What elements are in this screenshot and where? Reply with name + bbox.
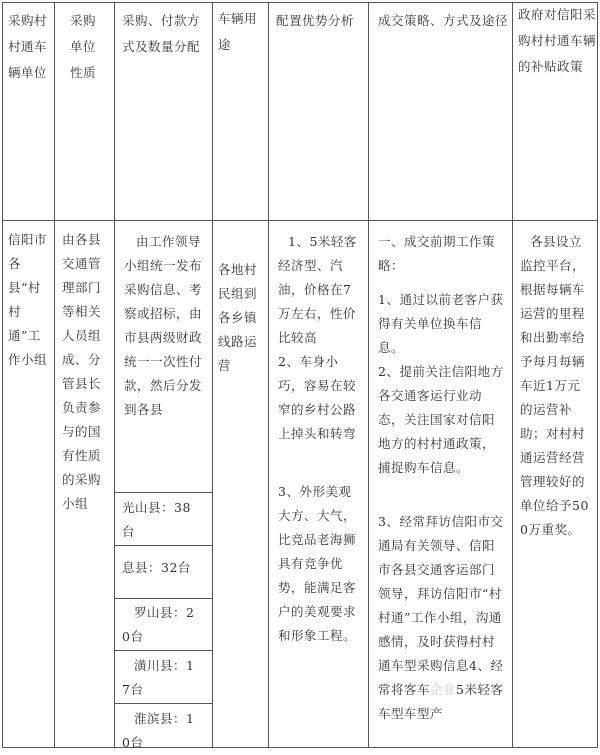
col-divider-5 <box>368 2 369 748</box>
table-border-left <box>2 2 3 748</box>
header-advantages: 配置优势分析 <box>276 13 355 28</box>
cell-procurement: 由工作领导小组统一发布采购信息、考察或招标，由市县两级财政统一一次性付款，然后分发到各县 <box>124 234 203 417</box>
cell-usage: 各地村民组到各乡镇线路运营 <box>218 262 258 373</box>
alloc-huaibin: 淮滨县：10台 <box>122 711 195 750</box>
header-usage: 车辆用途 <box>218 11 258 52</box>
table-border-bottom <box>2 747 598 748</box>
alloc-divider-1 <box>114 492 212 493</box>
alloc-luoshan: 罗山县：20台 <box>122 605 195 644</box>
alloc-divider-2 <box>114 545 212 546</box>
col-divider-1 <box>54 2 55 748</box>
watermark-text: 企业 <box>430 682 457 697</box>
advantage-2: 2、车身小巧，容易在较窄的乡村公路上掉头和转弯 <box>278 354 357 441</box>
header-unit: 采购村村通车辆单位 <box>8 13 48 80</box>
advantage-3: 3、外形美观大方、大气，比竞品老海狮具有竞争优势，能满足客户的美观要求和形象工程。 <box>278 484 357 643</box>
strategy-3-tail: 5米轻客车型车型产 <box>378 682 504 721</box>
alloc-divider-5 <box>114 703 212 704</box>
col-divider-3 <box>212 2 213 748</box>
header-strategy: 成交策略、方式及途径 <box>378 13 509 28</box>
strategy-3-text: 3、经常拜访信阳市交通局有关领导、信阳市各县交通客运部门领导，拜访信阳市“村村通”工作小组，沟通感情，及时获得村村通车型采购信息4、经常将客车 <box>378 514 504 697</box>
col-divider-2 <box>114 2 115 748</box>
alloc-divider-3 <box>114 598 212 599</box>
col-divider-6 <box>512 2 513 748</box>
table-border-top <box>2 2 598 3</box>
cell-nature: 由各县交通管理部门等相关人员组成、分管县长负责参与的国有性质的采购小组 <box>62 232 102 511</box>
alloc-xixian: 息县：32台 <box>122 560 191 575</box>
strategy-3 <box>378 510 506 726</box>
alloc-guangshan: 光山县：38台 <box>122 500 191 539</box>
alloc-huangchuan: 潢川县：17台 <box>122 658 195 697</box>
alloc-divider-4 <box>114 650 212 651</box>
header-procurement: 采购、付款方式及数量分配 <box>122 13 201 54</box>
table-border-right <box>597 2 598 748</box>
cell-subsidy: 各县设立监控平台，根据每辆车运营的里程和出勤率给予每月每辆车近1万元的运营补助；对村村通运营经营管理较好的单位给予500万重奖。 <box>520 234 589 537</box>
advantage-1: 1、5米轻客经济型、汽油，价格在7万左右，性价比较高 <box>278 234 357 345</box>
header-nature: 采购单位性质 <box>69 13 96 80</box>
cell-unit: 信阳市各县“村村通”工作小组 <box>8 232 48 367</box>
strategy-2: 2、提前关注信阳地方各交通客运行业动态，关注国家对信阳地方的村村通政策，捕捉购车信息。 <box>378 364 504 475</box>
header-subsidy: 政府对信阳采购村村通车辆的补贴政策 <box>518 7 597 74</box>
header-divider <box>2 220 598 221</box>
strategy-intro: 一、成交前期工作策略： <box>378 234 496 273</box>
strategy-1: 1、通过以前老客户获得有关单位换车信息。 <box>378 292 504 355</box>
col-divider-4 <box>268 2 269 748</box>
